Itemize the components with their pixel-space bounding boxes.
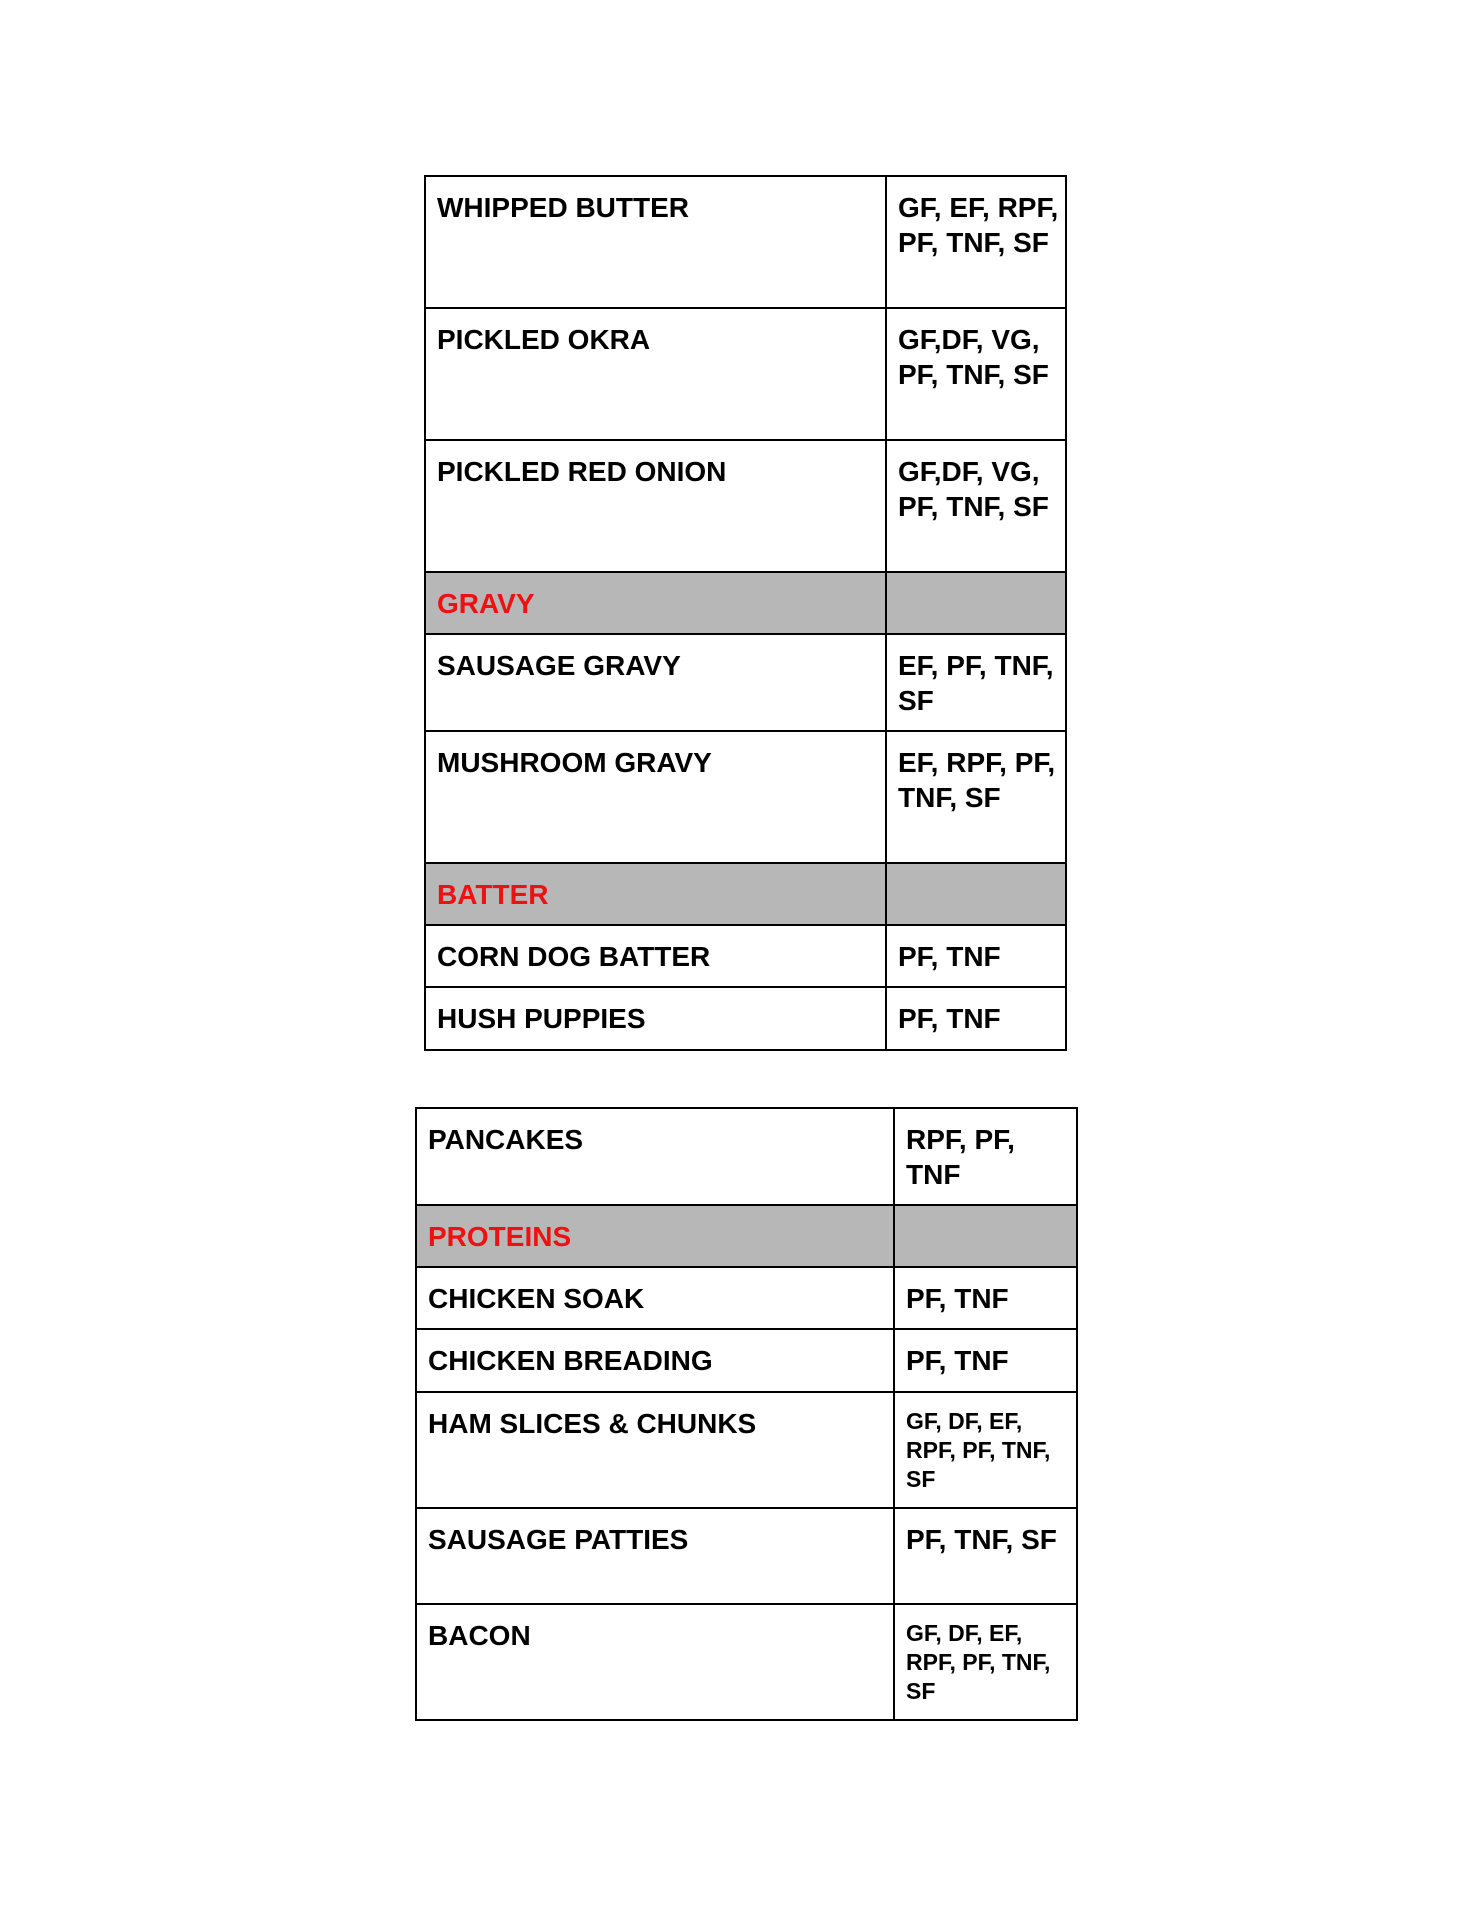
- table-row: [416, 1604, 1077, 1720]
- item-name: PANCAKES: [416, 1108, 894, 1205]
- allergen-tags: PF, TNF: [894, 1267, 1077, 1329]
- allergen-tags: GF, DF, EF, RPF, PF, TNF, SF: [894, 1392, 1077, 1508]
- table-row: [425, 634, 1066, 731]
- section-empty-cell: [894, 1205, 1077, 1267]
- table-row: [425, 925, 1066, 987]
- allergen-tags: PF, TNF: [886, 925, 1066, 987]
- section-label-proteins: PROTEINS: [416, 1205, 894, 1267]
- table-row: [416, 1508, 1077, 1604]
- section-header-row: [425, 863, 1066, 925]
- allergen-tags: GF,DF, VG, PF, TNF, SF: [886, 308, 1066, 440]
- section-label-gravy: GRAVY: [425, 572, 886, 634]
- table-row: [425, 176, 1066, 308]
- allergen-tags: PF, TNF: [894, 1329, 1077, 1392]
- item-name: CORN DOG BATTER: [425, 925, 886, 987]
- section-header-row: [416, 1205, 1077, 1267]
- allergen-tags: EF, RPF, PF, TNF, SF: [886, 731, 1066, 863]
- table-row: [425, 440, 1066, 572]
- item-name: BACON: [416, 1604, 894, 1720]
- item-name: PICKLED RED ONION: [425, 440, 886, 572]
- table-row: [416, 1108, 1077, 1205]
- item-name: HUSH PUPPIES: [425, 987, 886, 1050]
- item-name: HAM SLICES & CHUNKS: [416, 1392, 894, 1508]
- allergen-tags: GF, DF, EF, RPF, PF, TNF, SF: [894, 1604, 1077, 1720]
- item-name: MUSHROOM GRAVY: [425, 731, 886, 863]
- section-header-row: [425, 572, 1066, 634]
- section-empty-cell: [886, 572, 1066, 634]
- table-row: [425, 731, 1066, 863]
- allergen-tags: EF, PF, TNF, SF: [886, 634, 1066, 731]
- table-row: [416, 1329, 1077, 1392]
- item-name: CHICKEN SOAK: [416, 1267, 894, 1329]
- item-name: CHICKEN BREADING: [416, 1329, 894, 1392]
- allergen-tags: GF,DF, VG, PF, TNF, SF: [886, 440, 1066, 572]
- table-row: [416, 1392, 1077, 1508]
- item-name: SAUSAGE GRAVY: [425, 634, 886, 731]
- allergen-tags: PF, TNF: [886, 987, 1066, 1050]
- table-row: [425, 987, 1066, 1050]
- item-name: WHIPPED BUTTER: [425, 176, 886, 308]
- allergen-table-1: [424, 175, 1067, 1051]
- allergen-tags: RPF, PF, TNF: [894, 1108, 1077, 1205]
- allergen-table-2: [415, 1107, 1078, 1721]
- table-row: [425, 308, 1066, 440]
- section-empty-cell: [886, 863, 1066, 925]
- item-name: PICKLED OKRA: [425, 308, 886, 440]
- allergen-tags: GF, EF, RPF, PF, TNF, SF: [886, 176, 1066, 308]
- table-row: [416, 1267, 1077, 1329]
- allergen-tags: PF, TNF, SF: [894, 1508, 1077, 1604]
- section-label-batter: BATTER: [425, 863, 886, 925]
- item-name: SAUSAGE PATTIES: [416, 1508, 894, 1604]
